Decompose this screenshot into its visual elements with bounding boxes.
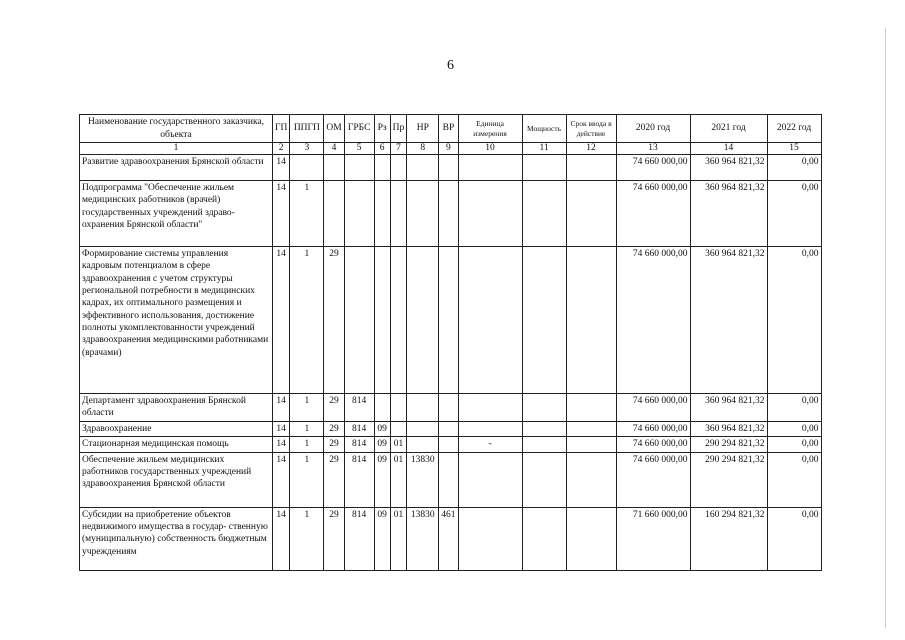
column-number: 12 xyxy=(566,143,616,155)
cell-unit xyxy=(458,155,522,181)
cell-rz: 09 xyxy=(374,507,390,570)
cell-2020: 74 660 000,00 xyxy=(616,394,690,422)
cell-rz: 09 xyxy=(374,422,390,437)
cell-grbs: 814 xyxy=(344,452,374,507)
page-number: 6 xyxy=(447,58,454,73)
cell-pr xyxy=(390,155,407,181)
cell-vr xyxy=(439,247,458,394)
cell-capacity xyxy=(522,181,566,247)
column-number: 1 xyxy=(80,143,273,155)
cell-ppgp: 1 xyxy=(290,247,324,394)
header-capacity: Мощность xyxy=(522,115,566,143)
cell-2020: 71 660 000,00 xyxy=(616,507,690,570)
cell-capacity xyxy=(522,394,566,422)
row-name: Здравоохранение xyxy=(80,422,273,437)
cell-ppgp: 1 xyxy=(290,437,324,452)
cell-nr xyxy=(407,394,439,422)
cell-ppgp: 1 xyxy=(290,181,324,247)
header-pr: Пр xyxy=(390,115,407,143)
cell-2022: 0,00 xyxy=(767,394,821,422)
cell-2020: 74 660 000,00 xyxy=(616,437,690,452)
cell-om: 29 xyxy=(324,507,344,570)
cell-unit xyxy=(458,452,522,507)
cell-2021: 290 294 821,32 xyxy=(690,437,767,452)
column-number: 2 xyxy=(273,143,290,155)
cell-pr xyxy=(390,422,407,437)
cell-2021: 360 964 821,32 xyxy=(690,422,767,437)
cell-2021: 360 964 821,32 xyxy=(690,247,767,394)
table-row xyxy=(80,247,822,394)
cell-nr xyxy=(407,422,439,437)
header-rz: Рз xyxy=(374,115,390,143)
cell-om: 29 xyxy=(324,437,344,452)
cell-gp: 14 xyxy=(273,181,290,247)
header-unit: Единица измерения xyxy=(458,115,522,143)
cell-unit xyxy=(458,247,522,394)
cell-nr: 13830 xyxy=(407,507,439,570)
cell-gp: 14 xyxy=(273,437,290,452)
cell-grbs: 814 xyxy=(344,507,374,570)
cell-om: 29 xyxy=(324,422,344,437)
cell-rz xyxy=(374,247,390,394)
cell-ppgp xyxy=(290,155,324,181)
row-name: Субсидии на приобретение объектов недвижимого имущества в государ- ственную (муниципальную) собственность бюджетным учреждениям xyxy=(80,507,273,570)
row-name: Стационарная медицинская помощь xyxy=(80,437,273,452)
cell-commission xyxy=(566,507,616,570)
cell-om: 29 xyxy=(324,247,344,394)
cell-2021: 360 964 821,32 xyxy=(690,181,767,247)
row-name: Обеспечение жильем медицинских работников государственных учреждений здравоохранения Брянской области xyxy=(80,452,273,507)
header-ppgp: ППГП xyxy=(290,115,324,143)
cell-2020: 74 660 000,00 xyxy=(616,181,690,247)
header-vr: ВР xyxy=(439,115,458,143)
column-number: 11 xyxy=(522,143,566,155)
header-row xyxy=(80,115,822,143)
cell-gp: 14 xyxy=(273,247,290,394)
cell-om xyxy=(324,181,344,247)
column-number: 4 xyxy=(324,143,344,155)
cell-capacity xyxy=(522,247,566,394)
cell-nr xyxy=(407,437,439,452)
cell-ppgp: 1 xyxy=(290,422,324,437)
cell-2022: 0,00 xyxy=(767,452,821,507)
cell-rz xyxy=(374,394,390,422)
cell-2022: 0,00 xyxy=(767,422,821,437)
cell-gp: 14 xyxy=(273,394,290,422)
cell-unit xyxy=(458,181,522,247)
header-name: Наименование государственного заказчика, объекта xyxy=(80,115,273,143)
cell-commission xyxy=(566,452,616,507)
cell-gp: 14 xyxy=(273,507,290,570)
cell-2022: 0,00 xyxy=(767,181,821,247)
cell-vr xyxy=(439,181,458,247)
cell-grbs xyxy=(344,155,374,181)
cell-2020: 74 660 000,00 xyxy=(616,155,690,181)
cell-2022: 0,00 xyxy=(767,247,821,394)
cell-nr xyxy=(407,155,439,181)
cell-2020: 74 660 000,00 xyxy=(616,422,690,437)
cell-2021: 360 964 821,32 xyxy=(690,394,767,422)
cell-vr: 461 xyxy=(439,507,458,570)
table-row xyxy=(80,507,822,570)
cell-2021: 290 294 821,32 xyxy=(690,452,767,507)
cell-2022: 0,00 xyxy=(767,507,821,570)
header-2021: 2021 год xyxy=(690,115,767,143)
cell-capacity xyxy=(522,437,566,452)
cell-gp: 14 xyxy=(273,422,290,437)
header-2022: 2022 год xyxy=(767,115,821,143)
cell-2021: 160 294 821,32 xyxy=(690,507,767,570)
table-row xyxy=(80,437,822,452)
column-number: 15 xyxy=(767,143,821,155)
cell-grbs: 814 xyxy=(344,394,374,422)
row-name: Формирование системы управления кадровым потенциалом в сфере здравоохранения с учетом структуры региональной потребности в медицинских кадрах, их оптимального размещения и эффективного использования, достижение полноты укомплектованности учреждений здравоохранения медицинскими работниками (врачами) xyxy=(80,247,273,394)
header-nr: НР xyxy=(407,115,439,143)
column-number: 8 xyxy=(407,143,439,155)
cell-ppgp: 1 xyxy=(290,507,324,570)
cell-2022: 0,00 xyxy=(767,155,821,181)
cell-unit xyxy=(458,394,522,422)
cell-pr xyxy=(390,247,407,394)
column-number: 9 xyxy=(439,143,458,155)
row-name: Департамент здравоохранения Брянской области xyxy=(80,394,273,422)
column-number: 14 xyxy=(690,143,767,155)
cell-nr xyxy=(407,181,439,247)
cell-capacity xyxy=(522,507,566,570)
cell-pr xyxy=(390,394,407,422)
header-om: ОМ xyxy=(324,115,344,143)
row-name: Подпрограмма "Обеспечение жильем медицинских работников (врачей) государственных учреждений здраво- охранения Брянской области" xyxy=(80,181,273,247)
column-number-row xyxy=(80,143,822,155)
cell-capacity xyxy=(522,422,566,437)
table-row xyxy=(80,181,822,247)
cell-2020: 74 660 000,00 xyxy=(616,247,690,394)
cell-vr xyxy=(439,155,458,181)
cell-commission xyxy=(566,155,616,181)
cell-grbs: 814 xyxy=(344,422,374,437)
cell-grbs xyxy=(344,181,374,247)
cell-rz: 09 xyxy=(374,437,390,452)
column-number: 7 xyxy=(390,143,407,155)
cell-2020: 74 660 000,00 xyxy=(616,452,690,507)
cell-nr xyxy=(407,247,439,394)
cell-ppgp: 1 xyxy=(290,394,324,422)
cell-grbs: 814 xyxy=(344,437,374,452)
column-number: 6 xyxy=(374,143,390,155)
cell-om: 29 xyxy=(324,394,344,422)
cell-om: 29 xyxy=(324,452,344,507)
cell-ppgp: 1 xyxy=(290,452,324,507)
cell-pr: 01 xyxy=(390,507,407,570)
table-row xyxy=(80,452,822,507)
cell-commission xyxy=(566,394,616,422)
cell-rz xyxy=(374,181,390,247)
cell-commission xyxy=(566,181,616,247)
column-number: 5 xyxy=(344,143,374,155)
cell-unit: - xyxy=(458,437,522,452)
cell-nr: 13830 xyxy=(407,452,439,507)
cell-unit xyxy=(458,422,522,437)
table-row xyxy=(80,155,822,181)
cell-vr xyxy=(439,452,458,507)
cell-capacity xyxy=(522,155,566,181)
cell-vr xyxy=(439,422,458,437)
cell-pr xyxy=(390,181,407,247)
cell-pr: 01 xyxy=(390,437,407,452)
budget-table xyxy=(79,114,822,571)
cell-gp: 14 xyxy=(273,155,290,181)
cell-grbs xyxy=(344,247,374,394)
cell-commission xyxy=(566,437,616,452)
cell-rz: 09 xyxy=(374,452,390,507)
cell-unit xyxy=(458,507,522,570)
cell-commission xyxy=(566,247,616,394)
cell-2021: 360 964 821,32 xyxy=(690,155,767,181)
column-number: 3 xyxy=(290,143,324,155)
scan-edge-line xyxy=(885,28,886,628)
row-name: Развитие здравоохранения Брянской области xyxy=(80,155,273,181)
cell-vr xyxy=(439,394,458,422)
header-gp: ГП xyxy=(273,115,290,143)
table-row xyxy=(80,394,822,422)
column-number: 13 xyxy=(616,143,690,155)
header-grbs: ГРБС xyxy=(344,115,374,143)
cell-om xyxy=(324,155,344,181)
column-number: 10 xyxy=(458,143,522,155)
cell-rz xyxy=(374,155,390,181)
header-commission: Срок ввода в действие xyxy=(566,115,616,143)
cell-pr: 01 xyxy=(390,452,407,507)
cell-capacity xyxy=(522,452,566,507)
cell-vr xyxy=(439,437,458,452)
cell-gp: 14 xyxy=(273,452,290,507)
table-row xyxy=(80,422,822,437)
cell-commission xyxy=(566,422,616,437)
cell-2022: 0,00 xyxy=(767,437,821,452)
header-2020: 2020 год xyxy=(616,115,690,143)
